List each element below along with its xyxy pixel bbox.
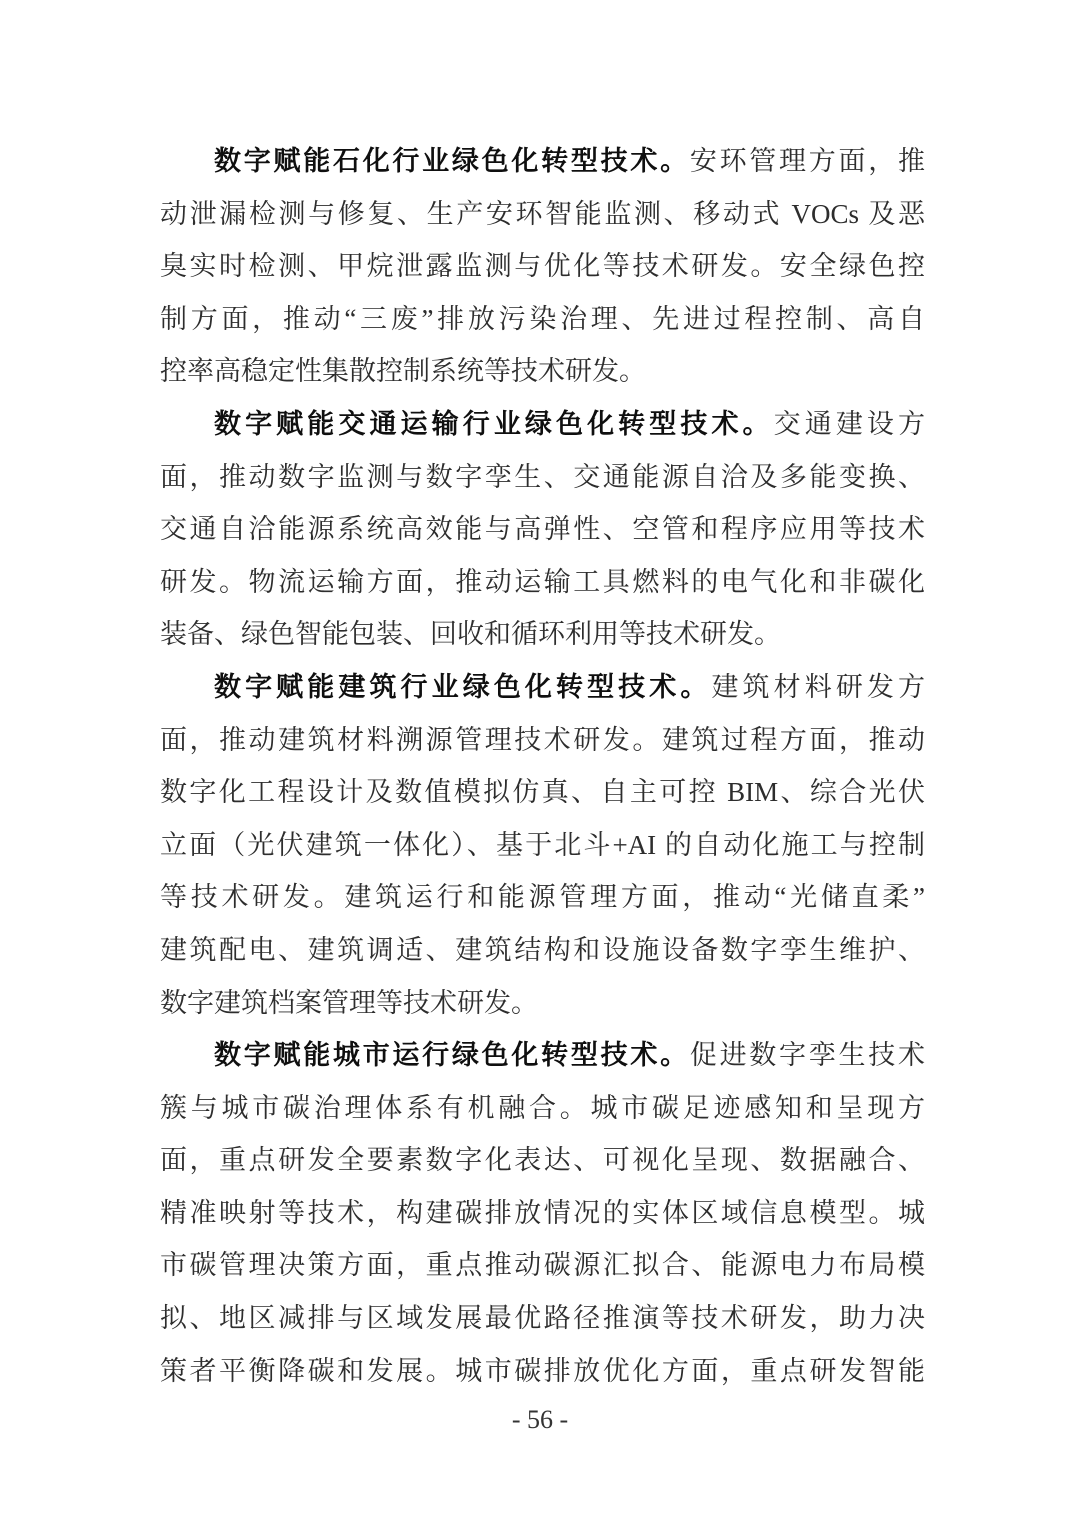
paragraph-urban-operation bbox=[160, 1029, 925, 1397]
paragraph-transportation bbox=[160, 398, 925, 661]
text-line: 动泄漏检测与修复、生产安环智能监测、移动式 VOCs 及恶 bbox=[160, 198, 925, 229]
text-line: 装备、绿色智能包装、回收和循环利用等技术研发。 bbox=[160, 619, 781, 650]
page-number: - 56 - bbox=[511, 1405, 569, 1434]
text-line: 市碳管理决策方面，重点推动碳源汇拟合、能源电力布局模 bbox=[160, 1250, 925, 1281]
text-line: 臭实时检测、甲烷泄露监测与优化等技术研发。安全绿色控 bbox=[160, 251, 925, 282]
text-line: 控率高稳定性集散控制系统等技术研发。 bbox=[160, 356, 646, 387]
text-block bbox=[160, 135, 925, 1397]
text-line: 制方面，推动“三废”排放污染治理、先进过程控制、高自 bbox=[160, 303, 925, 334]
text-line: 立面（光伏建筑一体化）、基于北斗+AI 的自动化施工与控制 bbox=[160, 829, 925, 860]
paragraph-text: 安环管理方面，推 bbox=[689, 146, 925, 176]
text-line bbox=[160, 135, 925, 188]
paragraph-text: 建筑材料研发方 bbox=[711, 671, 925, 702]
paragraph-petrochemical bbox=[160, 135, 925, 398]
paragraph-heading: 数字赋能石化行业绿色化转型技术。 bbox=[214, 146, 690, 176]
text-line: 面，推动数字监测与数字孪生、交通能源自洽及多能变换、 bbox=[160, 461, 925, 492]
paragraph-heading: 数字赋能城市运行绿色化转型技术。 bbox=[214, 1040, 690, 1071]
paragraph-heading: 数字赋能交通运输行业绿色化转型技术。 bbox=[214, 408, 774, 439]
text-line: 数字建筑档案管理等技术研发。 bbox=[160, 987, 538, 1018]
text-line: 簇与城市碳治理体系有机融合。城市碳足迹感知和呈现方 bbox=[160, 1092, 925, 1123]
paragraph-text: 交通建设方 bbox=[773, 408, 925, 439]
text-line: 面，推动建筑材料溯源管理技术研发。建筑过程方面，推动 bbox=[160, 724, 925, 755]
text-line: 交通自洽能源系统高效能与高弹性、空管和程序应用等技术 bbox=[160, 514, 925, 545]
text-line: 策者平衡降碳和发展。城市碳排放优化方面，重点研发智能 bbox=[160, 1355, 925, 1386]
text-line: 数字化工程设计及数值模拟仿真、自主可控 BIM、综合光伏 bbox=[160, 777, 925, 808]
text-line: 精准映射等技术，构建碳排放情况的实体区域信息模型。城 bbox=[160, 1197, 925, 1228]
paragraph-text: 促进数字孪生技术 bbox=[689, 1040, 925, 1071]
text-line bbox=[160, 1029, 925, 1082]
text-line bbox=[160, 398, 925, 451]
text-line: 研发。物流运输方面，推动运输工具燃料的电气化和非碳化 bbox=[160, 566, 925, 597]
paragraph-construction bbox=[160, 661, 925, 1029]
paragraph-heading: 数字赋能建筑行业绿色化转型技术。 bbox=[214, 671, 712, 702]
text-line: 建筑配电、建筑调适、建筑结构和设施设备数字孪生维护、 bbox=[160, 934, 925, 965]
text-line: 拟、地区减排与区域发展最优路径推演等技术研发，助力决 bbox=[160, 1303, 925, 1334]
text-line: 面，重点研发全要素数字化表达、可视化呈现、数据融合、 bbox=[160, 1145, 925, 1176]
text-line bbox=[160, 661, 925, 714]
text-line: 等技术研发。建筑运行和能源管理方面，推动“光储直柔” bbox=[160, 882, 925, 913]
